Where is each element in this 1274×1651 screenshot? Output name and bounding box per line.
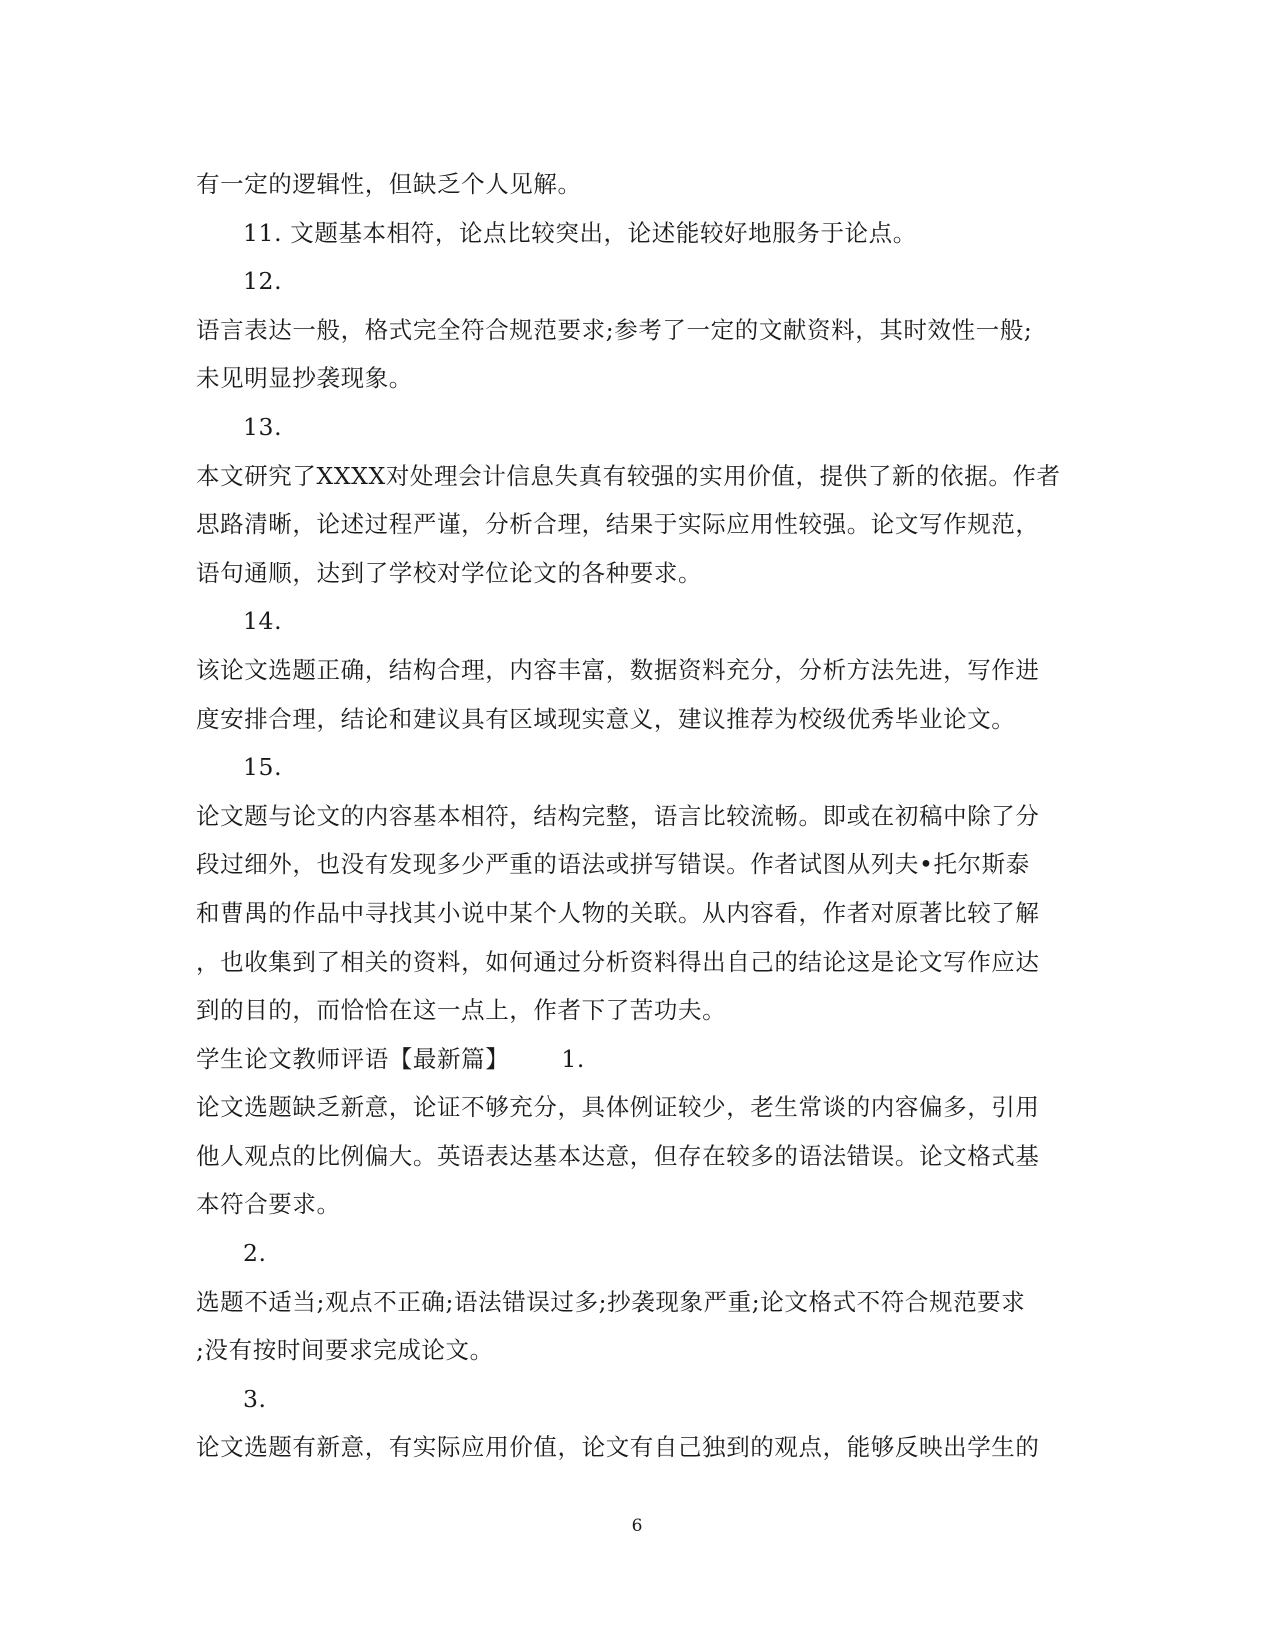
text-line: 论文选题缺乏新意，论证不够充分，具体例证较少，老生常谈的内容偏多，引用 <box>196 1093 1040 1122</box>
text-line: 13. <box>243 412 283 441</box>
text-line: 15. <box>243 753 283 782</box>
text-line: 论文题与论文的内容基本相符，结构完整，语言比较流畅。即或在初稿中除了分 <box>196 801 1040 830</box>
text-line: 14. <box>243 607 283 636</box>
text-line: 12. <box>243 267 283 296</box>
text-line: 本文研究了XXXX对处理会计信息失真有较强的实用价值，提供了新的依据。作者 <box>196 461 1061 490</box>
text-line: 和曹禺的作品中寻找其小说中某个人物的关联。从内容看，作者对原著比较了解 <box>196 898 1040 927</box>
text-line: 度安排合理，结论和建议具有区域现实意义，建议推荐为校级优秀毕业论文。 <box>196 704 1016 733</box>
paragraphs-after-heading <box>196 1083 1066 1472</box>
text-line: 3. <box>243 1384 267 1413</box>
text-line: 11. 文题基本相符，论点比较突出，论述能较好地服务于论点。 <box>243 218 917 247</box>
text-line: 本符合要求。 <box>196 1190 341 1219</box>
section-heading <box>196 1035 1066 1084</box>
text-line: 2. <box>243 1239 267 1268</box>
text-line: 语言表达一般，格式完全符合规范要求;参考了一定的文献资料，其时效性一般; <box>196 315 1033 344</box>
text-line: 论文选题有新意，有实际应用价值，论文有自己独到的观点，能够反映出学生的 <box>196 1433 1040 1462</box>
section-heading-title: 学生论文教师评语【最新篇】 <box>196 1044 510 1073</box>
text-line: 他人观点的比例偏大。英语表达基本达意，但存在较多的语法错误。论文格式基 <box>196 1141 1040 1170</box>
text-line: 段过细外，也没有发现多少严重的语法或拼写错误。作者试图从列夫•托尔斯泰 <box>196 850 1030 879</box>
text-line: 未见明显抄袭现象。 <box>196 364 413 393</box>
text-line: 语句通顺，达到了学校对学位论文的各种要求。 <box>196 558 703 587</box>
text-line: 到的目的，而恰恰在这一点上，作者下了苦功夫。 <box>196 996 727 1025</box>
paragraphs-before-heading <box>196 160 1066 1035</box>
section-heading-number: 1. <box>561 1044 585 1073</box>
text-line: 选题不适当;观点不正确;语法错误过多;抄袭现象严重;论文格式不符合规范要求 <box>196 1287 1026 1316</box>
text-line: 有一定的逻辑性，但缺乏个人见解。 <box>196 170 582 198</box>
text-line: ，也收集到了相关的资料，如何通过分析资料得出自己的结论这是论文写作应达 <box>196 947 1040 976</box>
page-number: 6 <box>631 1516 643 1536</box>
document-body <box>196 160 1066 1472</box>
text-line: 该论文选题正确，结构合理，内容丰富，数据资料充分，分析方法先进，写作进 <box>196 655 1040 684</box>
text-line: ;没有按时间要求完成论文。 <box>196 1336 494 1365</box>
text-line: 思路清晰，论述过程严谨，分析合理，结果于实际应用性较强。论文写作规范， <box>196 510 1040 539</box>
